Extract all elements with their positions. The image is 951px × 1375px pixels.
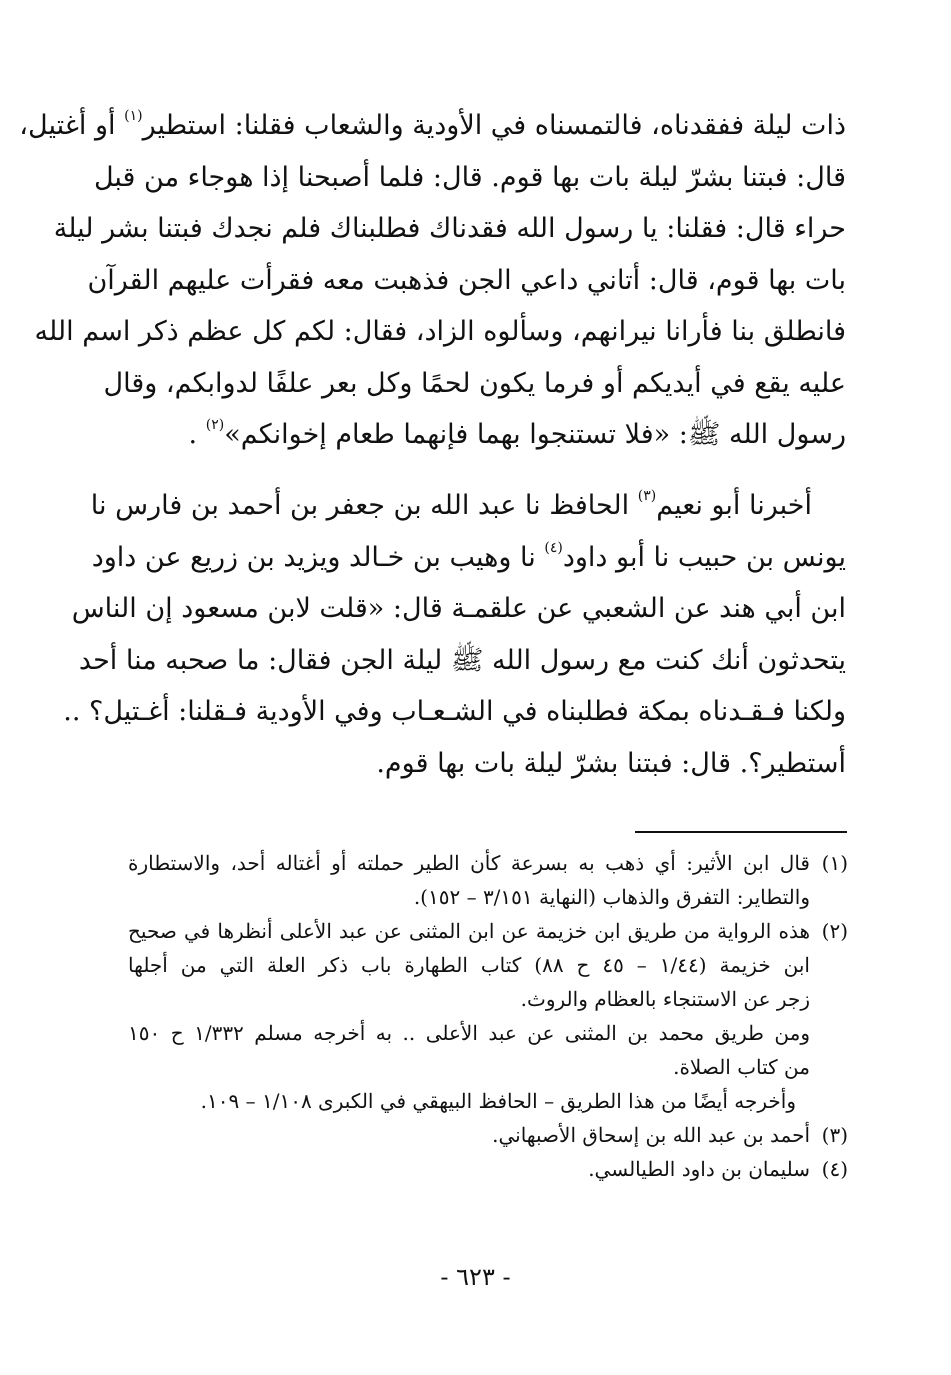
- footnotes: [128, 846, 848, 1186]
- text-line: أستطير؟. قال: فبتنا بشرّ ليلة بات بها قوم.: [376, 747, 846, 779]
- text-line: ولكنا فـقـدناه بمكة فطلبناه في الشـعـاب وفي الأودية فـقلنا: أغـتيل؟ ..: [63, 696, 846, 727]
- footnote-line: وأخرجه أيضًا من هذا الطريق – الحافظ البيهقي في الكبرى ١/١٠٨ – ١٠٩.: [200, 1089, 796, 1113]
- footnote-line: قال ابن الأثير: أي ذهب به بسرعة كأن الطير حملته أو أغتاله أحد، والاستطارة: [128, 851, 810, 875]
- text-line: فانطلق بنا فأرانا نيرانهم، وسألوه الزاد، فقال: لكم كل عظم ذكر اسم الله: [34, 316, 846, 347]
- footnote-line: ومن طريق محمد بن المثنى عن عبد الأعلى .. به أخرجه مسلم ١/٣٣٢ ح ١٥٠: [128, 1021, 811, 1045]
- footnote-2: [128, 914, 848, 1016]
- text-line: بات بها قوم، قال: أتاني داعي الجن فذهبت معه فقرأت عليهم القرآن: [87, 264, 846, 296]
- paragraph-2: [63, 480, 846, 789]
- text-line: رسول الله ﷺ: «فلا تستنجوا بهما فإنهما طعام إخوانكم»$^{(٢)}$ .: [188, 417, 846, 450]
- paragraph-1: [19, 100, 846, 461]
- footnote-number: (١): [821, 851, 848, 875]
- page-number: - ٦٢٣ -: [440, 1263, 511, 1291]
- text-line: يتحدثون أنك كنت مع رسول الله ﷺ ليلة الجن فقال: ما صحبه منا أحد: [78, 644, 846, 676]
- footnote-3: [128, 1118, 848, 1152]
- footnote-line: والتطاير: التفرق والذهاب (النهاية ٣/١٥١ – ١٥٢).: [413, 885, 810, 909]
- footnote-number: (٤): [821, 1157, 848, 1181]
- footnote-number: (٢): [821, 919, 848, 943]
- footnote-line: زجر عن الاستنجاء بالعظام والروث.: [520, 987, 810, 1011]
- text-line: ذات ليلة ففقدناه، فالتمسناه في الأودية والشعاب فقلنا: استطير$^{(١)}$ أو أغتيل،: [19, 108, 846, 141]
- footnote-line: هذه الرواية من طريق ابن خزيمة عن ابن المثنى عن عبد الأعلى أنظرها في صحيح: [128, 919, 810, 943]
- footnote-line: من كتاب الصلاة.: [673, 1055, 810, 1079]
- text-line: حراء قال: فقلنا: يا رسول الله فقدناك فطلبناك فلم نجدك فبتنا بشر ليلة: [53, 213, 846, 244]
- text-line: يونس بن حبيب نا أبو داود$^{(٤)}$ نا وهيب بن خـالد ويزيد بن زريع عن داود: [91, 539, 846, 573]
- text-line: أخبرنا أبو نعيم$^{(٣)}$ الحافظ نا عبد الله بن جعفر بن أحمد بن فارس نا: [90, 488, 812, 521]
- footnote-ref-1[interactable]: (١): [124, 108, 143, 124]
- footnote-separator: [635, 831, 847, 833]
- footnote-line: ابن خزيمة (١/٤٤ – ٤٥ ح ٨٨) كتاب الطهارة باب ذكر العلة التي من أجلها: [128, 953, 810, 977]
- footnote-ref-3[interactable]: (٣): [637, 488, 657, 504]
- footnote-line: سليمان بن داود الطيالسي.: [588, 1157, 810, 1181]
- text-line: ابن أبي هند عن الشعبي عن علقمـة قال: «قلت لابن مسعود إن الناس: [71, 593, 846, 624]
- footnote-line: أحمد بن عبد الله بن إسحاق الأصبهاني.: [492, 1123, 810, 1147]
- text-line: قال: فبتنا بشرّ ليلة بات بها قوم. قال: فلما أصبحنا إذا هوجاء من قبل: [93, 161, 846, 193]
- footnote-ref-4[interactable]: (٤): [544, 539, 563, 556]
- footnote-4: [128, 1152, 848, 1186]
- footnote-number: (٣): [821, 1123, 848, 1147]
- footnote-ref-2[interactable]: (٢): [205, 417, 225, 433]
- footnote-1: [128, 846, 848, 914]
- text-line: عليه يقع في أيديكم أو فرما يكون لحمًا وكل بعر علفًا لدوابكم، وقال: [103, 367, 846, 399]
- footnote-2-continued: [128, 1016, 848, 1118]
